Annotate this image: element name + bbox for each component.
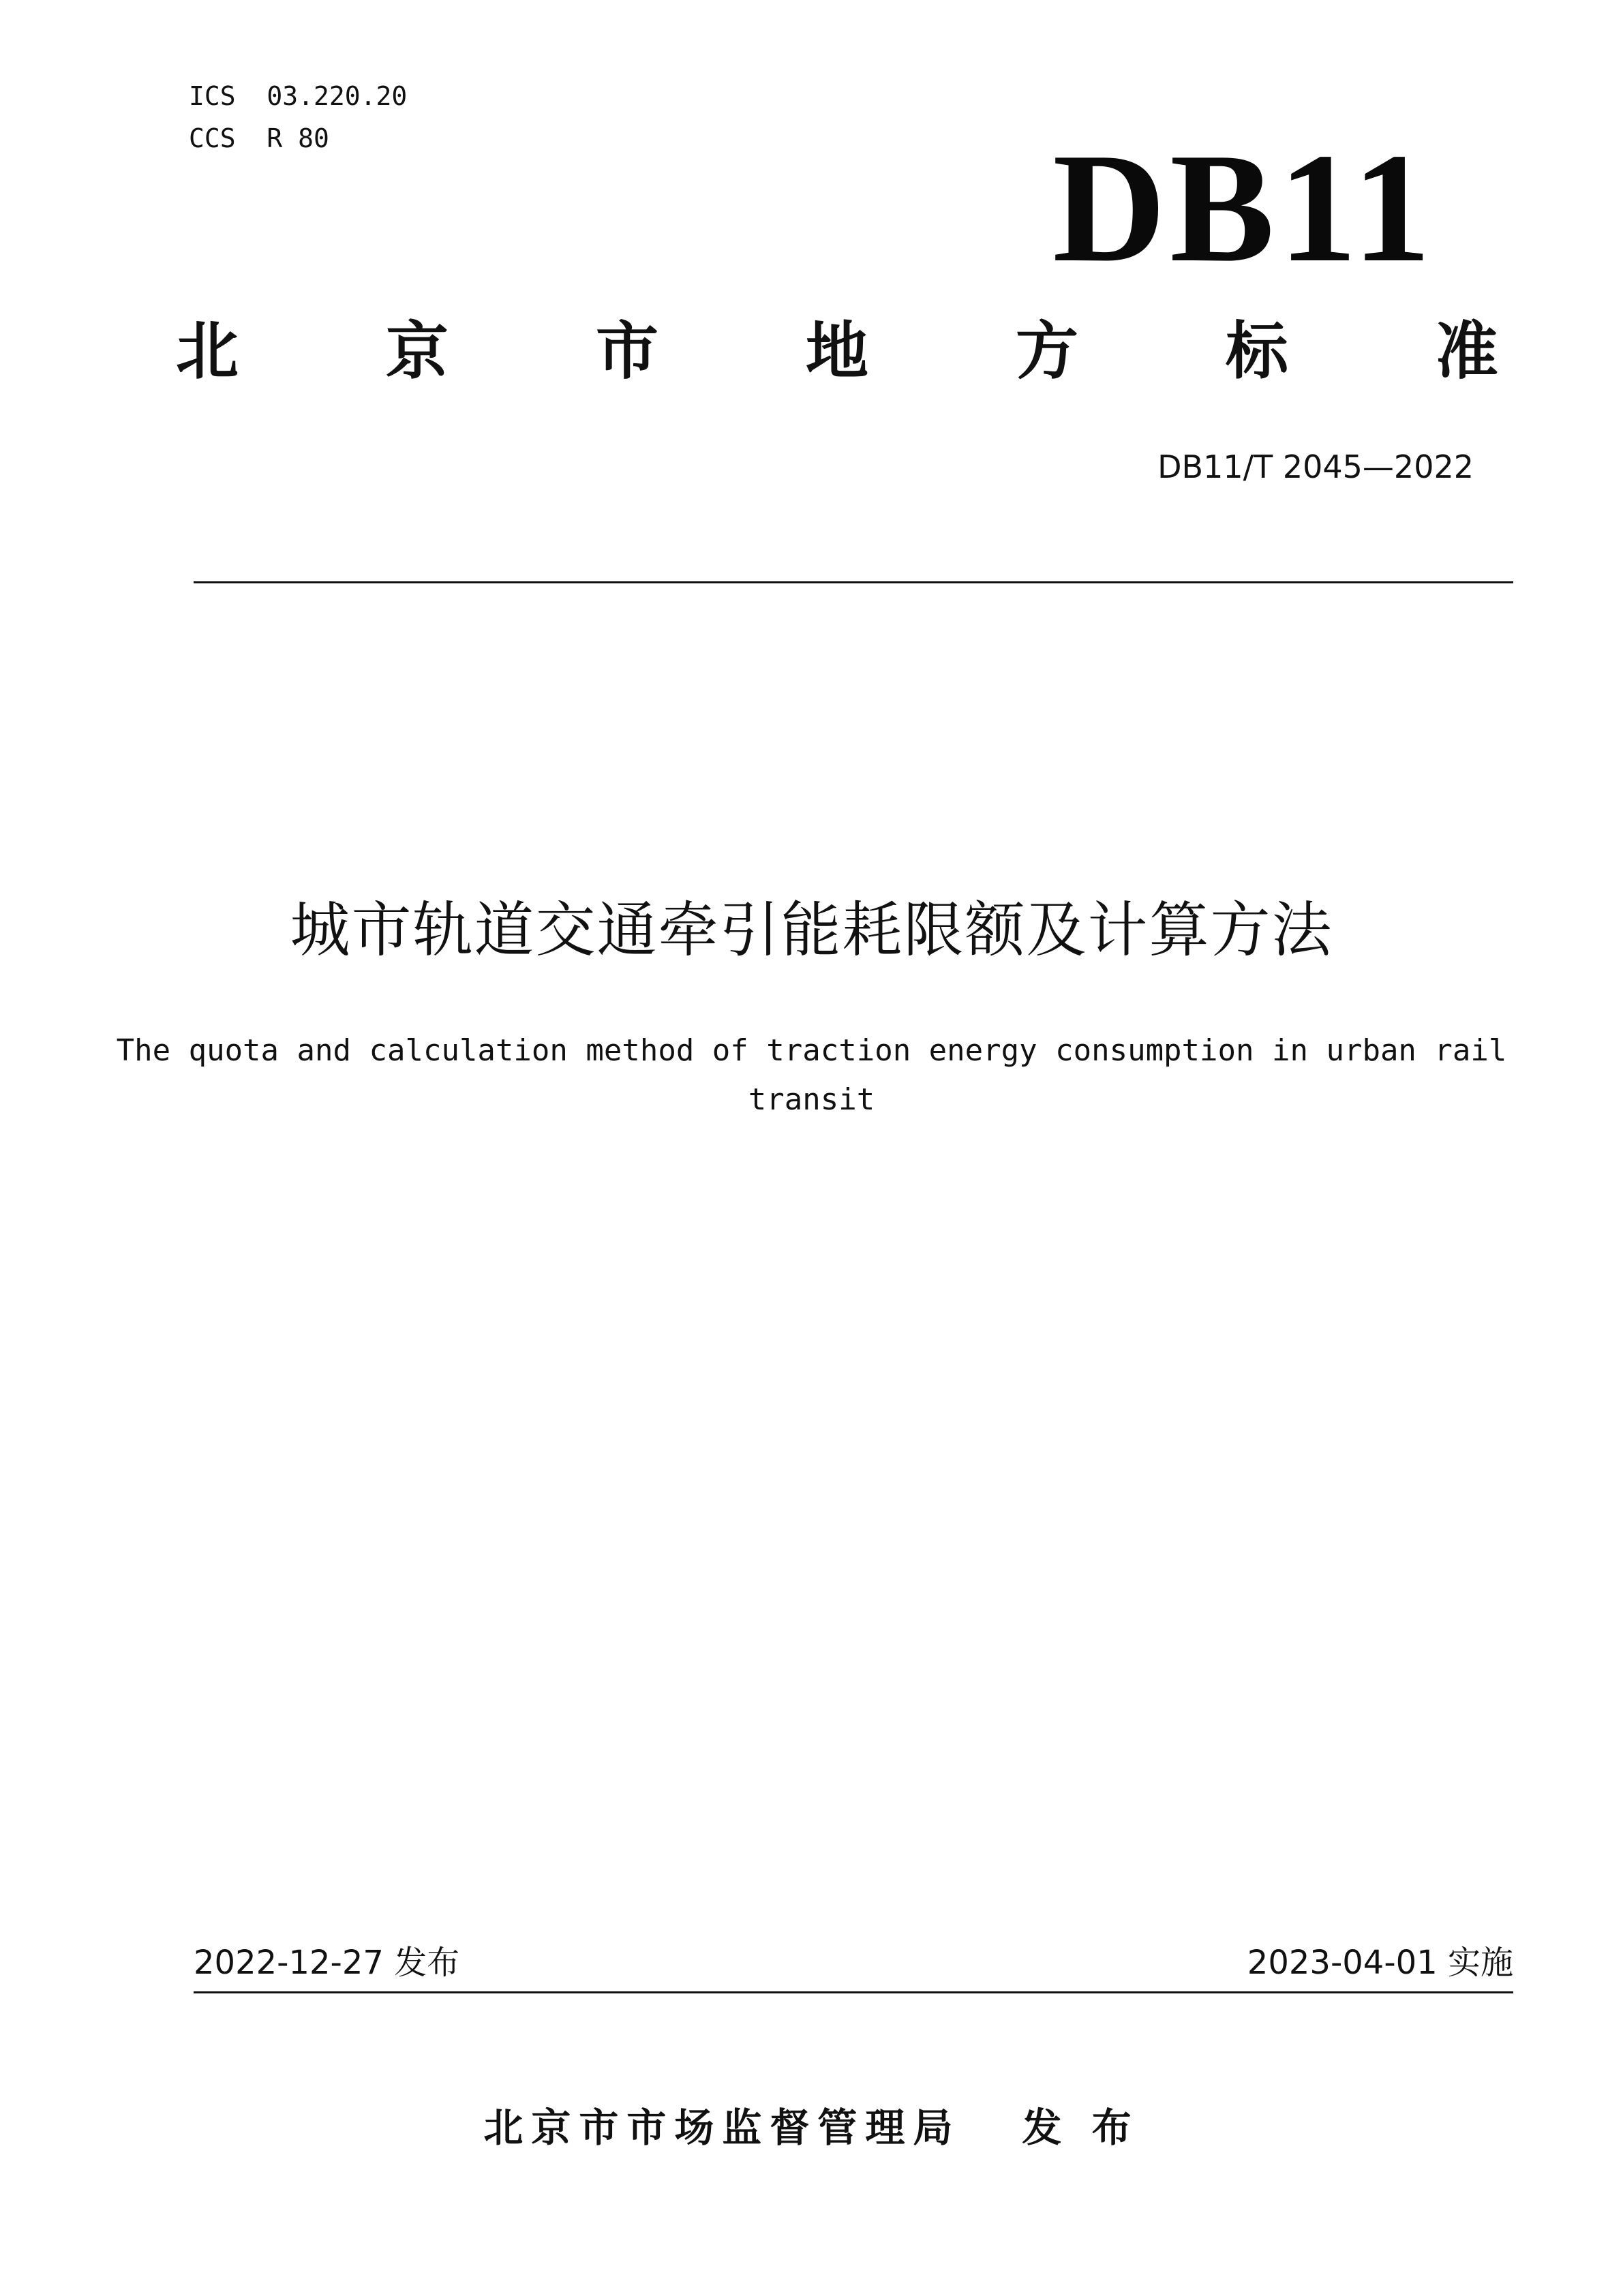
ics-code: ICS 03.220.20 — [189, 81, 408, 111]
standard-type-char: 京 — [385, 315, 449, 388]
top-divider — [194, 581, 1513, 583]
publish-label: 发 布 — [1022, 2104, 1140, 2151]
standard-type-char: 方 — [1015, 315, 1078, 388]
standard-type-char: 市 — [595, 315, 658, 388]
standard-type-char: 准 — [1435, 315, 1498, 388]
standard-number: DB11/T 2045—2022 — [1157, 448, 1474, 485]
effective-date: 2023-04-01 实施 — [1247, 1944, 1513, 1982]
standard-type-char: 标 — [1225, 315, 1288, 388]
standard-type-char: 地 — [805, 315, 868, 388]
publisher-line — [0, 2100, 1623, 2155]
publisher-name: 北京市市场监督管理局 — [483, 2104, 961, 2151]
standard-type-char: 北 — [176, 315, 239, 388]
standard-type-heading — [176, 311, 1498, 393]
bottom-divider — [194, 1991, 1513, 1993]
issue-date: 2022-12-27 发布 — [194, 1944, 460, 1982]
ccs-code: CCS R 80 — [189, 123, 329, 153]
document-title-chinese: 城市轨道交通牵引能耗限额及计算方法 — [290, 895, 1333, 965]
document-title-english: The quota and calculation method of traction energy consumption in urban rail transit — [116, 1033, 1507, 1117]
db11-logo: DB11 — [1052, 121, 1435, 294]
